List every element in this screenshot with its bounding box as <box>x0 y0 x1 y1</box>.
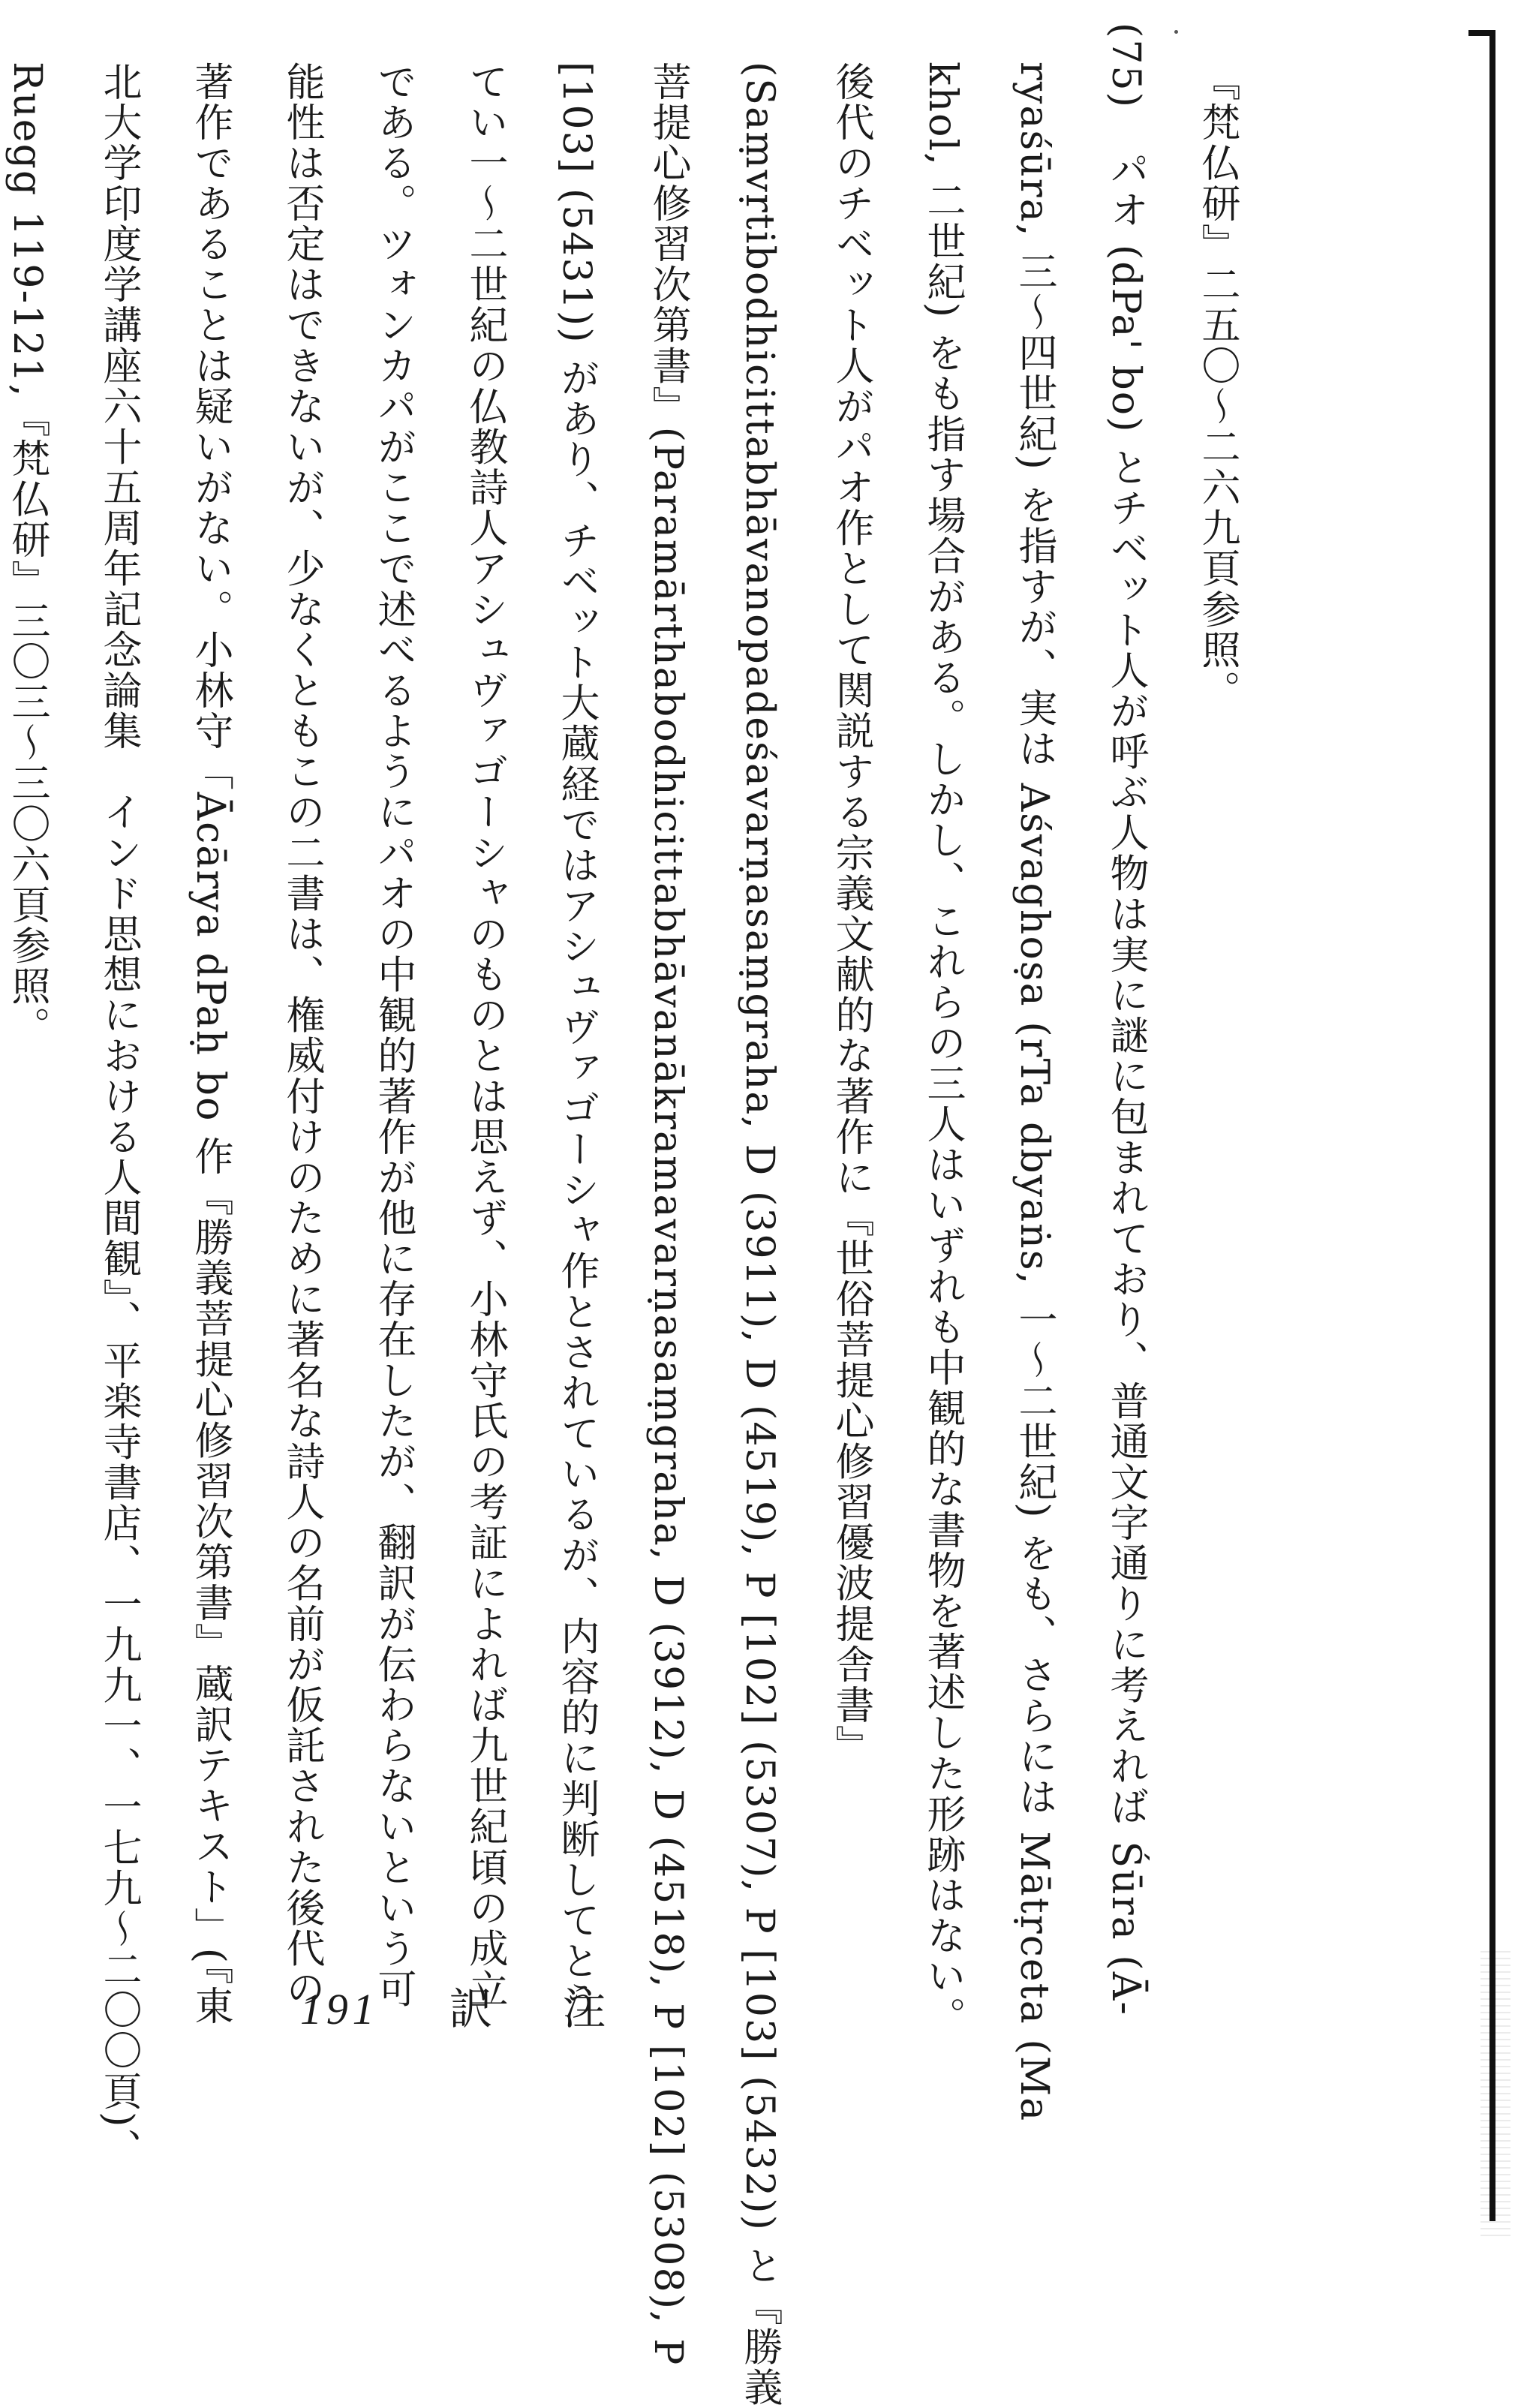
text-line: Ruegg 119-121,『梵仏研』三〇三～三〇六頁参照。 <box>5 62 50 1048</box>
text-line: 後代のチベット人がパオ作として関説する宗義文献的な著作に『世俗菩提心修習優波提舎書』 <box>828 62 873 1766</box>
text-line: [103] (5431)) があり、チベット大蔵経ではアシュヴァゴーシャ作とされているが、内容的に判断してとう <box>554 62 599 2022</box>
binding-edge-rule <box>1489 30 1495 2221</box>
text-line: 菩提心修習次第書』(Paramārthabodhicittabhāvanākramavarṇasaṃgraha, D (3912), D (4518), P [102] (5308), P <box>645 62 690 2367</box>
text-line: ryaśūra, 三～四世紀) を指すが、実は Aśvaghoṣa (rTa dbyaṅs, 一～二世紀) をも、さらには Mātṛceta (Ma <box>1011 62 1057 2123</box>
text-line: (Saṃvṛtibodhicittabhāvanopadeśavarṇasaṃgraha, D (3911), D (4519), P [102] (5307), P [103] (5432)) と『勝義 <box>737 62 782 2408</box>
text-line: 能性は否定はできないが、少なくともこの二書は、権威付けのために著名な詩人の名前が仮託された後代の <box>279 62 324 2010</box>
text-line: てい一～二世紀の仏教詩人アシュヴァゴーシャのものとは思えず、小林守氏の考証によれば九世紀頃の成立 <box>462 62 507 2010</box>
page-footer <box>300 1974 675 2037</box>
text-line: 『梵仏研』二五〇～二六九頁参照。 <box>1195 62 1240 711</box>
scan-speckle <box>1480 1951 1510 2236</box>
page-number: 191 <box>300 1985 379 2034</box>
text-line: 北大学印度学講座六十五周年記念論集 インド思想における人間観』、平楽寺書店、一九九一、一七九～二〇〇頁)、 <box>96 62 141 2169</box>
running-head: 訳注 <box>449 1983 676 2034</box>
text-line: である。ツォンカパがここで述べるようにパオの中観的著作が他に存在したが、翻訳が伝わらないという可 <box>371 62 416 2010</box>
text-line: khol, 二世紀) をも指す場合がある。しかし、これらの三人はいずれも中観的な書物を著述した形跡はない。 <box>920 62 965 2038</box>
text-line: 著作であることは疑いがない。小林守「Ācārya dPaḥ bo 作『勝義菩提心修習次第書』蔵訳テキスト」(『東 <box>188 62 233 2027</box>
text-line: (75) パオ (dPa' bo) とチベット人が呼ぶ人物は実に謎に包まれており、普通文字通りに考えれば Śūra (Ā- <box>1103 23 1148 2017</box>
